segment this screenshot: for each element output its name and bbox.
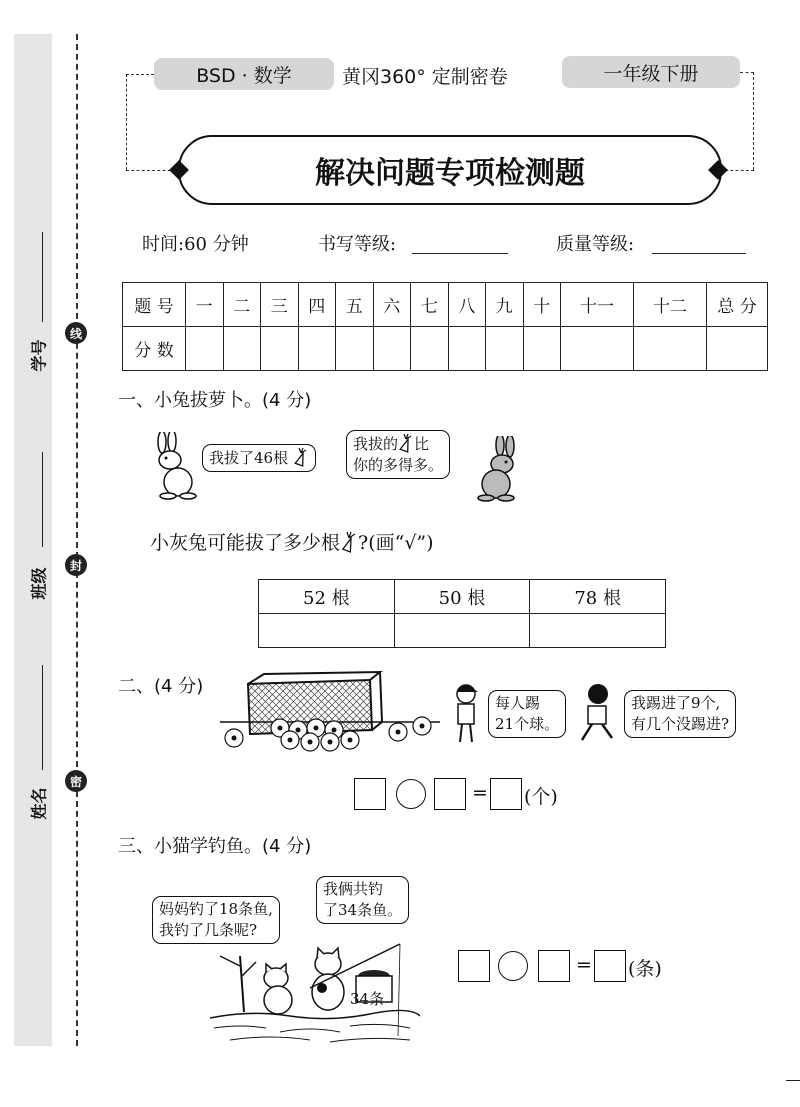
q3-unit: (条) — [628, 958, 662, 980]
kitten-speech-line1: 妈妈钓了18条鱼, — [159, 900, 273, 918]
q3-heading: 三、小猫学钓鱼。(4 分) — [118, 836, 312, 857]
score-cell[interactable] — [223, 327, 261, 371]
gray-rabbit-speech-line1a: 我拔的 — [353, 435, 399, 453]
writing-grade-label: 书写等级: — [318, 234, 397, 255]
choice-table — [258, 579, 666, 648]
boy-speech-2 — [624, 690, 736, 738]
score-header-cell: 九 — [486, 283, 524, 327]
frame-dash — [740, 72, 754, 73]
gray-rabbit-speech — [346, 430, 450, 479]
q1-question-tail: ?(画“√”) — [358, 532, 434, 554]
option-52-check-cell[interactable] — [259, 614, 395, 648]
frame-dash — [753, 72, 754, 170]
carrot-icon — [293, 447, 309, 467]
q1-question-text: 小灰兔可能拔了多少根 — [150, 532, 341, 554]
boy-speech-1 — [488, 690, 566, 738]
mother-cat-speech-line1: 我俩共钓 — [323, 880, 384, 898]
score-header-cell: 十 — [523, 283, 561, 327]
kitten-speech-line2: 我钓了几条呢? — [159, 921, 258, 939]
score-header-cell: 十二 — [633, 283, 706, 327]
score-cell[interactable] — [373, 327, 411, 371]
q1-heading: 一、小兔拔萝卜。(4 分) — [118, 390, 312, 411]
seal-secret-badge: 密 — [65, 770, 87, 792]
time-limit: 时间:60 分钟 — [142, 234, 249, 255]
gray-rabbit-speech-line2: 你的多得多。 — [353, 456, 444, 474]
q3-answer-box-1[interactable] — [458, 950, 490, 982]
page-title: 解决问题专项检测题 — [178, 135, 722, 205]
soccer-goal-illustration — [220, 670, 440, 752]
score-cell[interactable] — [448, 327, 486, 371]
score-header-cell: 十一 — [561, 283, 634, 327]
q3-answer-box-3[interactable] — [594, 950, 626, 982]
quality-grade-label: 质量等级: — [556, 234, 635, 255]
q1-question — [150, 528, 434, 555]
name-label: 姓名 — [29, 787, 49, 820]
class-label: 班级 — [29, 567, 49, 600]
score-header-cell: 三 — [261, 283, 299, 327]
mother-cat-speech-line2: 了34条鱼。 — [323, 901, 403, 919]
score-cell[interactable] — [186, 327, 224, 371]
q2-unit: (个) — [524, 786, 558, 808]
white-rabbit-speech — [202, 444, 316, 472]
boy-speech-2-line1: 我踢进了9个, — [631, 694, 721, 712]
boy-with-cap-illustration — [448, 680, 484, 746]
carrot-icon — [340, 531, 358, 553]
frame-dash — [126, 74, 154, 75]
score-cell[interactable] — [561, 327, 634, 371]
q2-answer-box-3[interactable] — [490, 778, 522, 810]
carrot-icon — [398, 433, 414, 453]
running-boy-illustration — [576, 682, 620, 744]
score-header-cell: 四 — [298, 283, 336, 327]
option-78: 78 根 — [530, 580, 666, 614]
q3-answer-box-2[interactable] — [538, 950, 570, 982]
score-header-cell: 题 号 — [123, 283, 186, 327]
score-cell[interactable] — [411, 327, 449, 371]
q3-equals: = — [576, 954, 592, 976]
seal-dashed-line — [76, 34, 78, 1046]
white-rabbit-speech-text: 我拔了46根 — [209, 449, 289, 467]
score-cell[interactable] — [298, 327, 336, 371]
score-cell[interactable] — [707, 327, 768, 371]
q3-operator-circle[interactable] — [498, 951, 528, 981]
gray-rabbit-speech-line1b: 比 — [414, 435, 430, 453]
grade-tag: 一年级下册 — [562, 56, 740, 88]
writing-grade-field[interactable] — [412, 253, 508, 254]
score-row-label: 分 数 — [123, 327, 186, 371]
option-50: 50 根 — [394, 580, 530, 614]
option-78-check-cell[interactable] — [530, 614, 666, 648]
score-header-cell: 七 — [411, 283, 449, 327]
name-line — [42, 665, 43, 770]
score-header-cell: 总 分 — [707, 283, 768, 327]
score-cell[interactable] — [261, 327, 299, 371]
q2-operator-circle[interactable] — [396, 779, 426, 809]
binding-strip — [14, 34, 52, 1046]
student-no-label: 学号 — [29, 339, 49, 372]
q2-heading: 二、(4 分) — [118, 676, 204, 697]
score-table — [122, 282, 768, 371]
score-header-cell: 八 — [448, 283, 486, 327]
series-name: 黄冈360° 定制密卷 — [342, 66, 508, 88]
option-52: 52 根 — [259, 580, 395, 614]
quality-grade-field[interactable] — [652, 253, 746, 254]
subject-tag: BSD · 数学 — [154, 58, 334, 90]
seal-line-badge: 线 — [65, 322, 87, 344]
score-cell[interactable] — [633, 327, 706, 371]
cats-fishing-illustration — [210, 936, 420, 1048]
option-50-check-cell[interactable] — [394, 614, 530, 648]
score-header-cell: 一 — [186, 283, 224, 327]
mother-cat-speech — [316, 876, 409, 924]
score-cell[interactable] — [486, 327, 524, 371]
page-corner-mark — [786, 1080, 800, 1081]
white-rabbit-illustration — [150, 432, 202, 500]
score-header-cell: 二 — [223, 283, 261, 327]
class-line — [42, 452, 43, 547]
bucket-label: 34条 — [350, 990, 385, 1008]
q2-answer-box-2[interactable] — [434, 778, 466, 810]
score-cell[interactable] — [336, 327, 374, 371]
boy-speech-2-line2: 有几个没踢进? — [631, 715, 730, 733]
boy-speech-1-line2: 21个球。 — [495, 715, 560, 733]
q2-equals: = — [472, 782, 488, 804]
score-cell[interactable] — [523, 327, 561, 371]
frame-dash — [126, 74, 127, 170]
gray-rabbit-illustration — [472, 436, 524, 502]
score-header-cell: 六 — [373, 283, 411, 327]
boy-speech-1-line1: 每人踢 — [495, 694, 541, 712]
student-no-line — [42, 232, 43, 322]
score-header-cell: 五 — [336, 283, 374, 327]
seal-seal-badge: 封 — [65, 554, 87, 576]
q2-answer-box-1[interactable] — [354, 778, 386, 810]
